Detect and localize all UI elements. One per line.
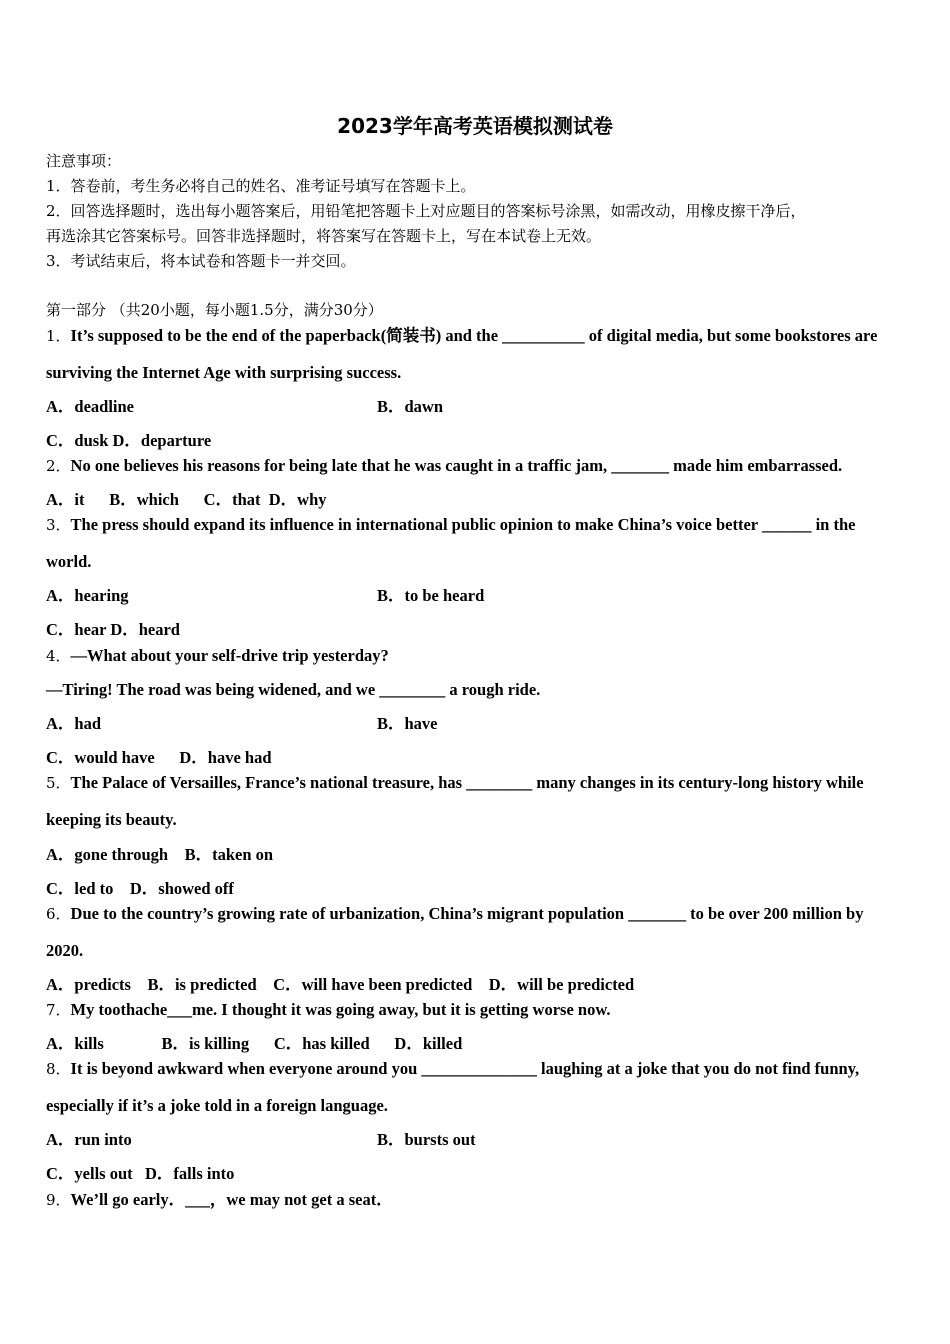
question-number: 3． [46,516,71,534]
option-a: A．hearing [46,586,129,605]
option-cd: C．yells out D．falls into [46,1164,235,1183]
question-3 [46,515,855,535]
question-text: It is beyond awkward when everyone around you ______________ laughing at a joke that you do not find funny, [70,1059,860,1078]
question-number: 6． [46,905,71,923]
question-number: 5． [46,774,71,792]
section-heading: 第一部分 （共20小题，每小题1.5分，满分30分） [46,301,383,319]
question-number: 1． [46,327,71,345]
option-cd: C．hear D．heard [46,620,180,639]
question-7 [46,1000,610,1020]
question-text: The Palace of Versailles, France’s national treasure, has ________ many changes in its century-long history while [70,773,864,792]
question-text: No one believes his reasons for being late that he was caught in a traffic jam, _______ made him embarrassed. [70,456,843,475]
options-row: A．it B．which C．that D．why [46,490,327,509]
notice-item-2b: 再选涂其它答案标号。回答非选择题时，将答案写在答题卡上，写在本试卷上无效。 [46,227,602,245]
option-ab: A．gone through B．taken on [46,845,274,864]
option-cd: C．would have D．have had [46,748,272,767]
option-a: A．deadline [46,397,135,416]
page-title: 2023学年高考英语模拟测试卷 [337,114,613,138]
options-row: A．predicts B．is predicted C．will have been predicted D．will be predicted [46,975,635,994]
question-text: —What about your self-drive trip yesterday? [70,646,389,665]
option-b: B．to be heard [377,586,485,605]
options-row: A．kills B．is killing C．has killed D．killed [46,1034,463,1053]
option-b: B．have [377,714,438,733]
question-5-cont: keeping its beauty. [46,810,177,829]
question-9 [46,1190,393,1210]
question-1-cont: surviving the Internet Age with surprising success. [46,363,402,382]
question-number: 2． [46,457,71,475]
option-a: A．had [46,714,102,733]
option-b: B．bursts out [377,1130,476,1149]
question-8 [46,1059,859,1079]
question-number: 4． [46,647,71,665]
question-6-cont: 2020. [46,941,84,960]
option-cd: C．dusk D．departure [46,431,212,450]
question-text: My toothache___me. I thought it was going away, but it is getting worse now. [70,1000,611,1019]
question-text: We’ll go early．___，we may not get a seat． [70,1190,393,1209]
question-4-cont: —Tiring! The road was being widened, and we ________ a rough ride. [46,680,541,699]
notice-item-2a: 2．回答选择题时，选出每小题答案后，用铅笔把答题卡上对应题目的答案标号涂黑，如需改动，用橡皮擦干净后， [46,202,806,220]
question-text: The press should expand its influence in international public opinion to make China’s voice better ______ in the [70,515,856,534]
question-2 [46,456,842,476]
notice-heading: 注意事项： [46,152,122,170]
option-a: A．run into [46,1130,132,1149]
question-3-cont: world. [46,552,92,571]
question-text: It’s supposed to be the end of the paperback(简装书) and the __________ of digital media, but some bookstores are [70,326,878,345]
question-1 [46,326,877,346]
question-number: 7． [46,1001,71,1019]
option-b: B．dawn [377,397,444,416]
option-cd: C．led to D．showed off [46,879,234,898]
question-5 [46,773,864,793]
question-text: Due to the country’s growing rate of urbanization, China’s migrant population _______ to be over 200 million by [70,904,864,923]
question-6 [46,904,863,924]
notice-item-1: 1．答卷前，考生务必将自己的姓名、准考证号填写在答题卡上。 [46,177,476,195]
question-number: 9． [46,1191,71,1209]
question-number: 8． [46,1060,71,1078]
notice-item-3: 3．考试结束后，将本试卷和答题卡一并交回。 [46,252,356,270]
question-8-cont: especially if it’s a joke told in a foreign language. [46,1096,388,1115]
question-4 [46,646,389,666]
